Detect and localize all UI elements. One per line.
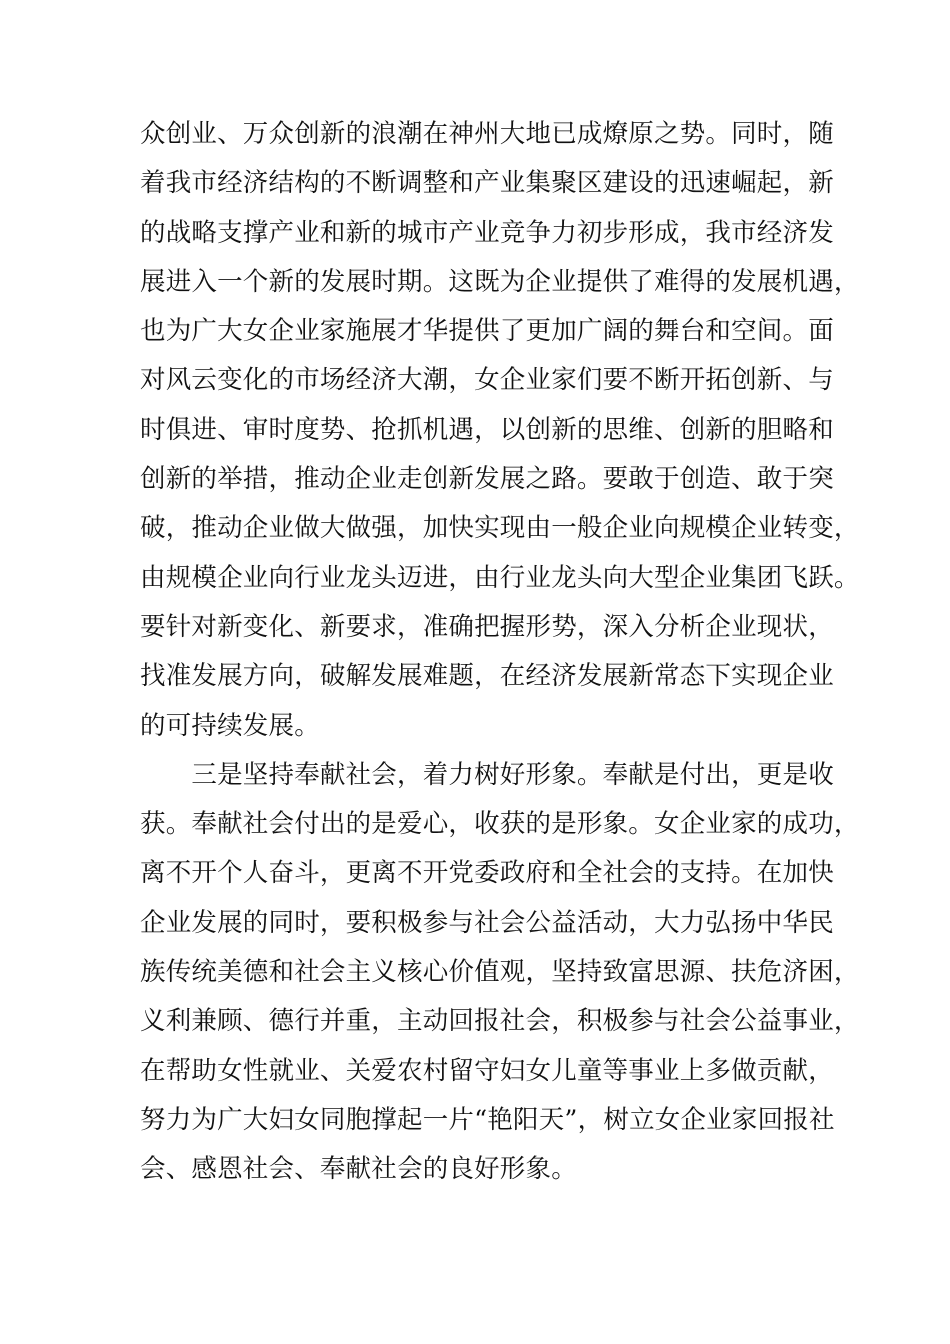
- text-line: 破，推动企业做大做强，加快实现由一般企业向规模企业转变，: [140, 513, 860, 544]
- text-line: 要针对新变化、新要求，准确把握形势，深入分析企业现状，: [140, 611, 834, 642]
- text-line: 义利兼顾、德行并重，主动回报社会，积极参与社会公益事业，: [140, 1006, 860, 1037]
- text-line: 获。奉献社会付出的是爱心，收获的是形象。女企业家的成功，: [140, 809, 860, 840]
- text-line: 众创业、万众创新的浪潮在神州大地已成燎原之势。同时，随: [140, 119, 834, 149]
- document-body: [140, 110, 860, 1195]
- text-line: 着我市经济结构的不断调整和产业集聚区建设的迅速崛起，新: [140, 168, 834, 199]
- text-line: 展进入一个新的发展时期。这既为企业提供了难得的发展机遇，: [140, 266, 860, 297]
- text-line: 找准发展方向，破解发展难题，在经济发展新常态下实现企业: [140, 661, 834, 692]
- text-line: 由规模企业向行业龙头迈进，由行业龙头向大型企业集团飞跃。: [140, 562, 860, 593]
- text-line: 努力为广大妇女同胞撑起一片“艳阳天”，树立女企业家回报社: [140, 1104, 835, 1135]
- text-line: 的战略支撑产业和新的城市产业竞争力初步形成，我市经济发: [140, 217, 834, 248]
- text-line: 也为广大女企业家施展才华提供了更加广阔的舞台和空间。面: [140, 316, 834, 347]
- text-line: 离不开个人奋斗，更离不开党委政府和全社会的支持。在加快: [140, 858, 834, 889]
- text-line: 创新的举措，推动企业走创新发展之路。要敢于创造、敢于突: [140, 464, 834, 495]
- text-line: 会、感恩社会、奉献社会的良好形象。: [140, 1154, 577, 1185]
- paragraph-1: [140, 110, 860, 751]
- text-line: 在帮助女性就业、关爱农村留守妇女儿童等事业上多做贡献，: [140, 1055, 834, 1086]
- text-line: 族传统美德和社会主义核心价值观，坚持致富思源、扶危济困，: [140, 957, 860, 988]
- text-line: 时俱进、审时度势、抢抓机遇，以创新的思维、创新的胆略和: [140, 414, 834, 445]
- text-line: 的可持续发展。: [140, 710, 320, 741]
- paragraph-2: [140, 751, 860, 1195]
- text-line: 企业发展的同时，要积极参与社会公益活动，大力弘扬中华民: [140, 907, 834, 938]
- text-line: 对风云变化的市场经济大潮，女企业家们要不断开拓创新、与: [140, 365, 834, 396]
- text-line: 三是坚持奉献社会，着力树好形象。奉献是付出，更是收: [140, 759, 834, 790]
